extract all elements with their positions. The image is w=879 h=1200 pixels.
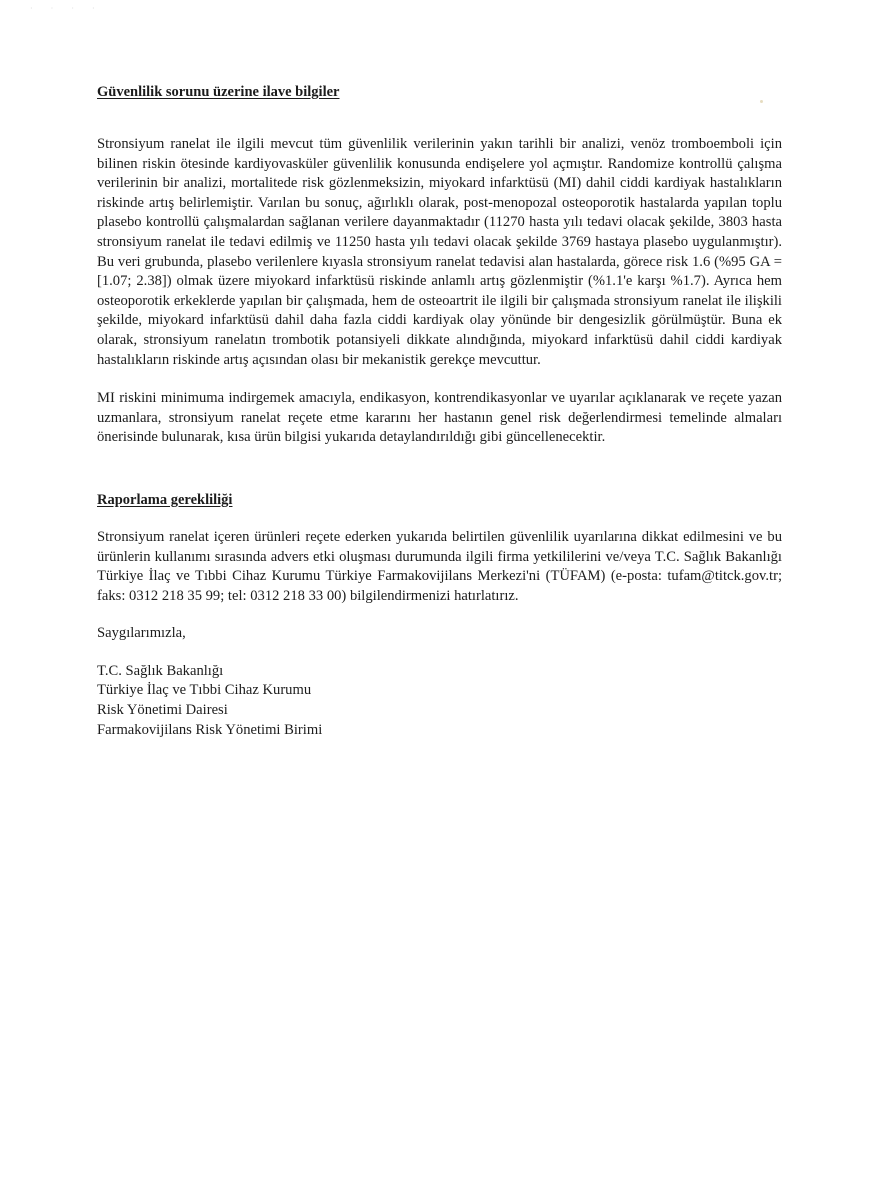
signature-line: Farmakovijilans Risk Yönetimi Birimi — [97, 721, 323, 738]
paragraph-reporting: Stronsiyum ranelat içeren ürünleri reçete ederken yukarıda belirtilen güvenlilik uyarılarına dikkat edilmesini ve bu ürünlerin kullanımı sırasında advers etki oluşması durumunda ilgili firma yetkililerini ve/veya T.C. Sağlık Bakanlığı Türkiye İlaç ve Tıbbi Cihaz Kurumu Türkiye Farmakovijilans Merkezi'ni (TÜFAM) (e-posta: tufam@titck.gov.tr; faks: 0312 218 35 99; tel: 0312 218 33 00) bilgilendirmenizi hatırlatırız. — [97, 528, 782, 604]
paragraph-mi-risk: MI riskini minimuma indirgemek amacıyla, endikasyon, kontrendikasyonlar ve uyarılar açıklanarak ve reçete yazan uzmanlara, stronsiyum ranelat reçete etme kararını her hastanın genel risk değerlendirmesi temelinde almaları önerisinde bulunarak, kısa ürün bilgisi yukarıda detaylandırıldığı gibi güncellenecektir. — [97, 390, 782, 446]
scan-specks: · · · · — [30, 4, 103, 13]
section-heading-reporting: Raporlama gerekliliği — [97, 491, 233, 508]
signature-line: Risk Yönetimi Dairesi — [97, 702, 228, 719]
signature-block — [97, 662, 782, 740]
signature-line: Türkiye İlaç ve Tıbbi Cihaz Kurumu — [97, 682, 312, 699]
section-heading-safety: Güvenlilik sorunu üzerine ilave bilgiler — [97, 84, 340, 100]
document-body — [97, 82, 782, 740]
closing-salutation: Saygılarımızla, — [97, 625, 186, 642]
signature-line: T.C. Sağlık Bakanlığı — [97, 662, 224, 679]
paragraph-safety-analysis: Stronsiyum ranelat ile ilgili mevcut tüm güvenlilik verilerinin yakın tarihli bir analizi, venöz tromboemboli için bilinen riskin ötesinde kardiyovasküler güvenlilik konusunda endişelere yol açmıştır. Randomize kontrollü çalışma verilerinin bir analizi, mortalitede risk gözlenmeksizin, miyokard infarktüsü (MI) dahil ciddi kardiyak hastalıkların riskinde artış belirlemiştir. Varılan bu sonuç, ağırlıklı olarak, post-menopozal osteoporotik hastalarda yapılan toplu plasebo kontrollü çalışmalardan sağlanan verilere dayanmaktadır (11270 hasta yılı tedavi olacak şekilde, 3803 hasta stronsiyum ranelat ile tedavi edilmiş ve 11250 hasta yılı tedavi olacak şekilde 3769 hastaya plasebo uygulanmıştır). Bu veri grubunda, plasebo verilenlere kıyasla stronsiyum ranelat tedavisi alan hastalarda, görece risk 1.6 (%95 GA = [1.07; 2.38]) olmak üzere miyokard infarktüsü riskinde anlamlı artış gözlenmiştir (%1.1'e karşı %1.7). Ayrıca hem osteoporotik erkeklerde yapılan bir çalışmada, hem de osteoartrit ile ilgili bir çalışmada stronsiyum ranelat ile ilişkili şekilde, miyokard infarktüsü dahil daha fazla ciddi kardiyak olay yönünde bir dengesizlik görülmüştür. Buna ek olarak, stronsiyum ranelatın trombotik potansiyeli dikkate alındığında, miyokard infarktüsü dahil ciddi kardiyak hastalıkların riskinde artış açısından olası bir mekanistik gerekçe mevcuttur. — [97, 136, 782, 368]
